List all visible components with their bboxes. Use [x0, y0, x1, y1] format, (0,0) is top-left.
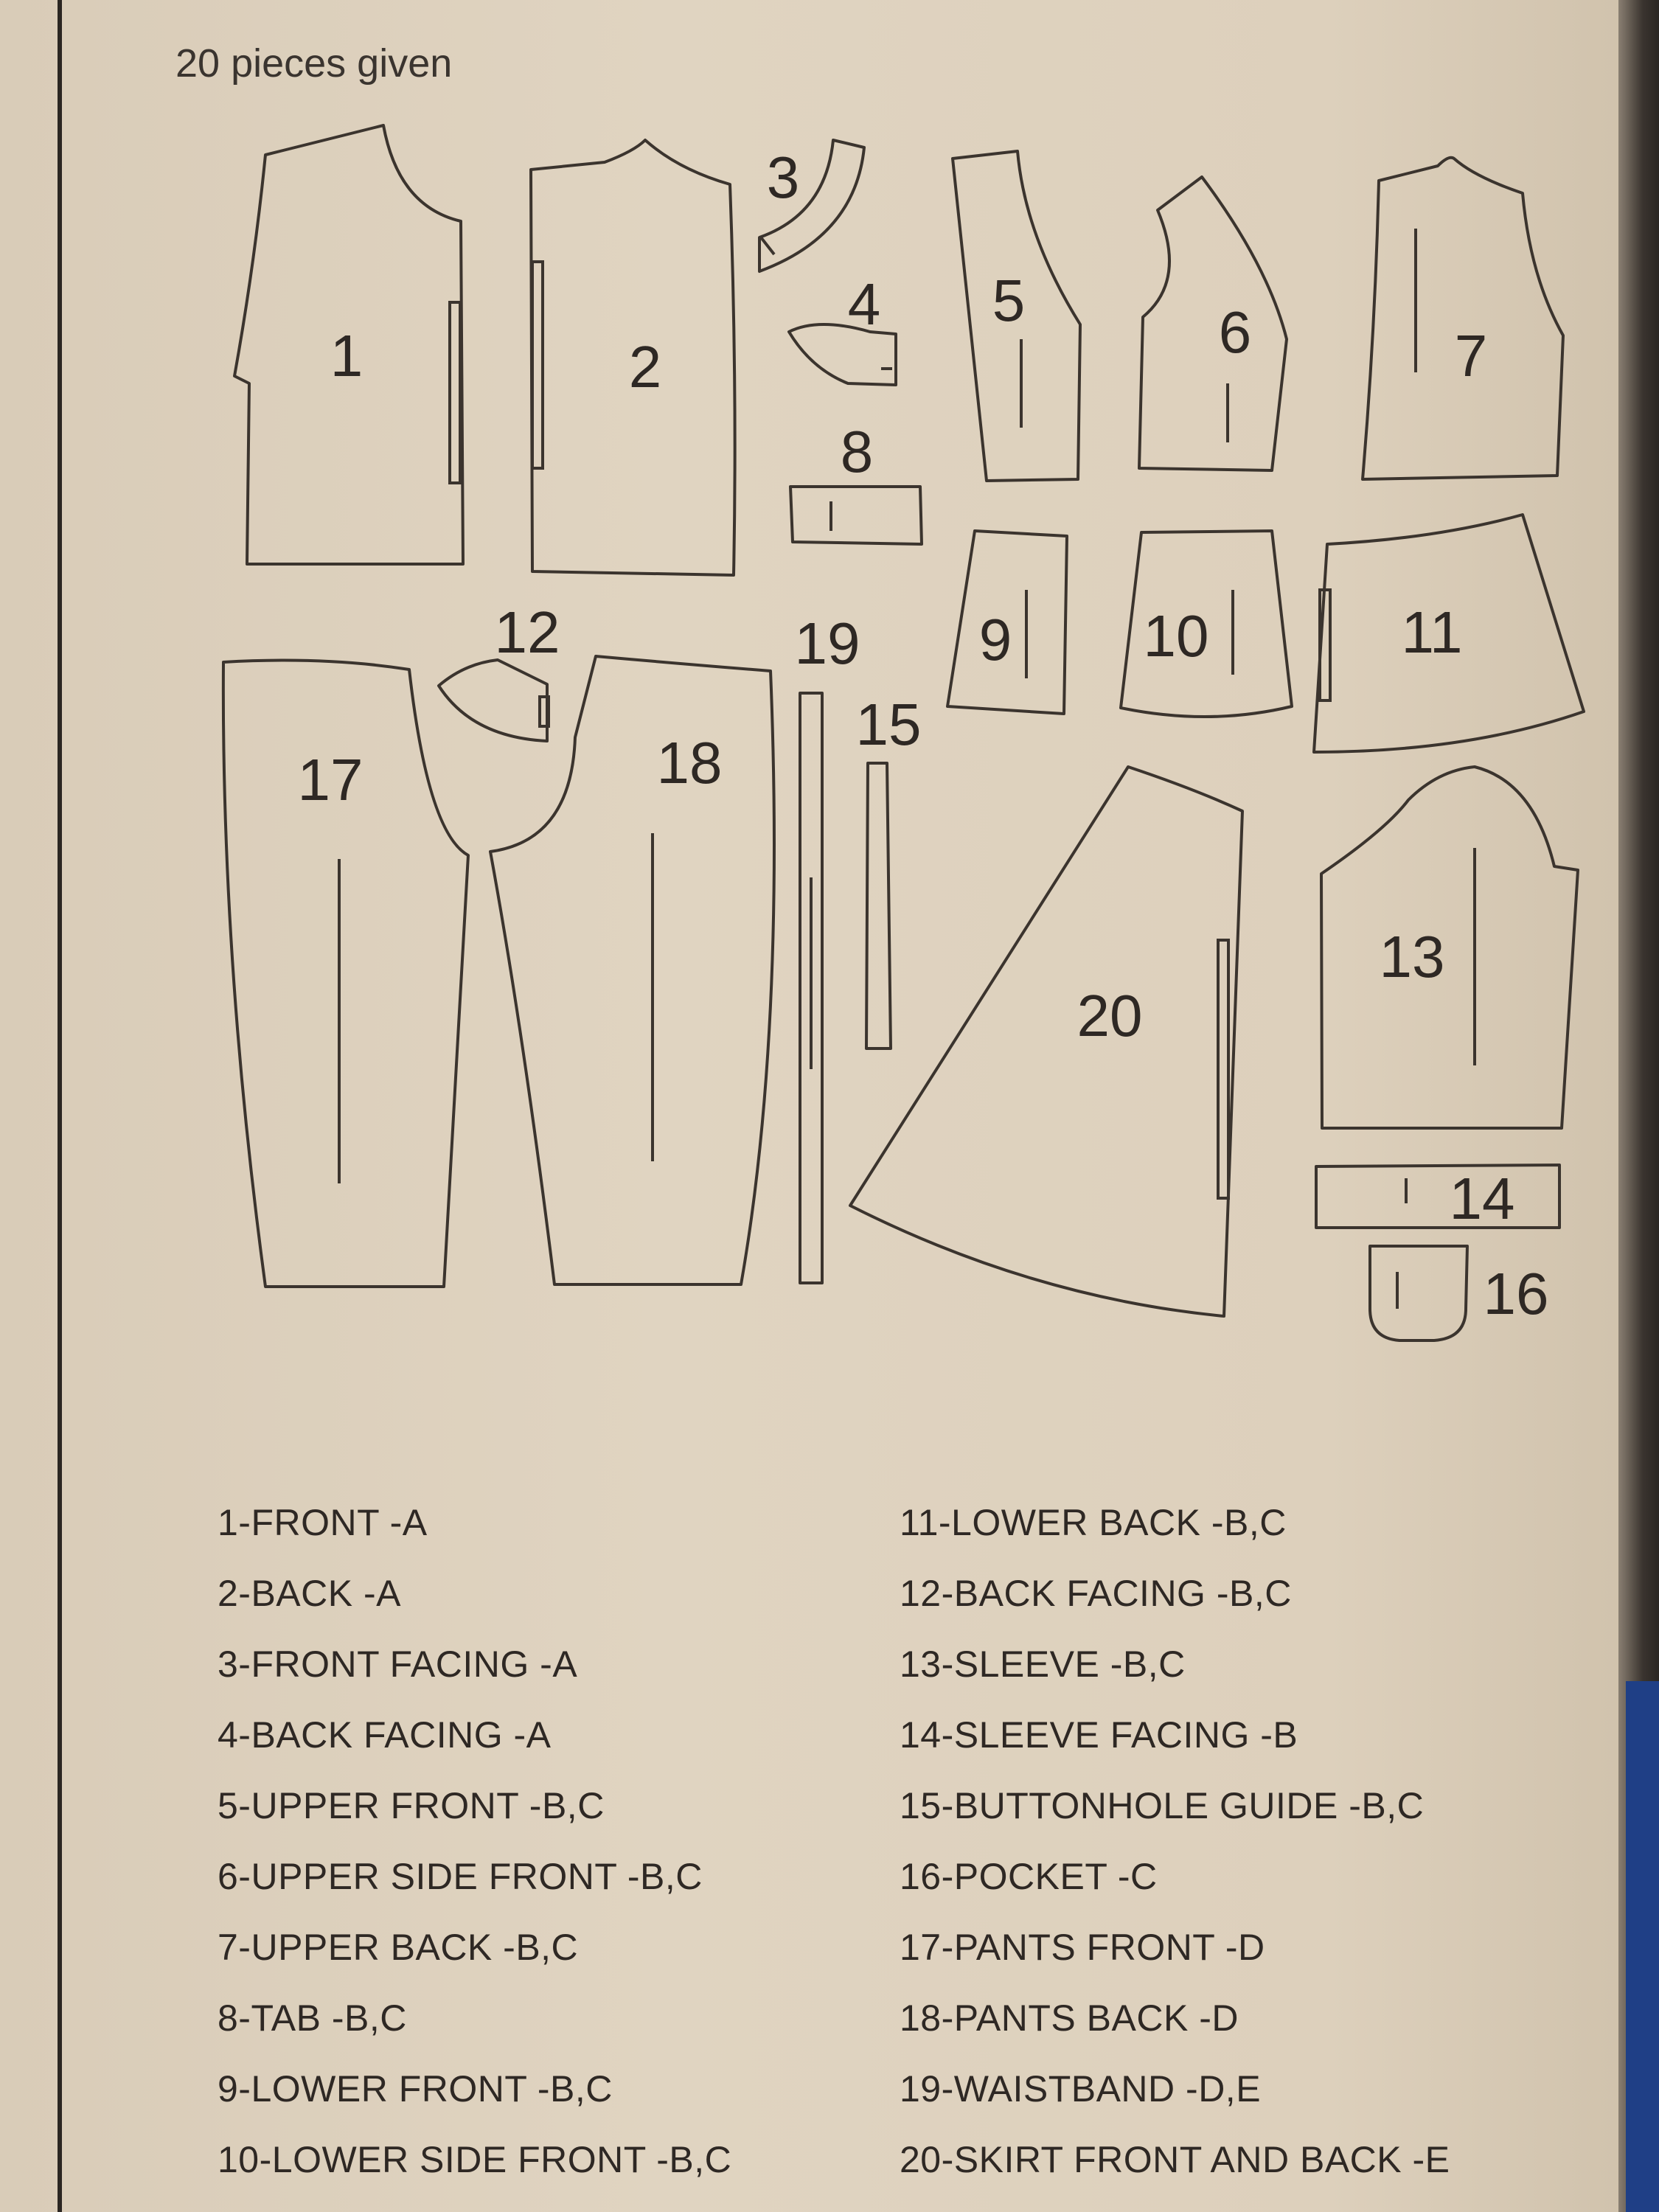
piece-10-lower-side-front	[1121, 531, 1292, 717]
piece-label-1: 1	[330, 323, 364, 389]
piece-7-upper-back	[1363, 158, 1563, 479]
piece-12-back-facing	[439, 599, 560, 741]
piece-8-tab	[790, 419, 922, 544]
piece-label-10: 10	[1143, 603, 1209, 669]
legend-item: 9-LOWER FRONT -B,C	[218, 2068, 613, 2110]
legend-left-column	[218, 1497, 731, 2205]
legend-item: 14-SLEEVE FACING -B	[900, 1714, 1298, 1756]
legend-item: 7-UPPER BACK -B,C	[218, 1927, 579, 1968]
legend-item: 4-BACK FACING -A	[218, 1714, 552, 1756]
legend-item: 10-LOWER SIDE FRONT -B,C	[218, 2139, 732, 2180]
piece-label-20: 20	[1077, 983, 1143, 1048]
legend-item: 8-TAB -B,C	[218, 1997, 407, 2039]
piece-17-pants-front	[223, 661, 468, 1287]
piece-label-8: 8	[840, 419, 874, 484]
piece-label-6: 6	[1218, 299, 1252, 365]
piece-label-15: 15	[855, 692, 922, 757]
legend-item: 3-FRONT FACING -A	[218, 1644, 578, 1685]
piece-label-19: 19	[794, 611, 860, 676]
piece-label-7: 7	[1454, 323, 1488, 389]
legend-item: 17-PANTS FRONT -D	[900, 1927, 1265, 1968]
piece-label-11: 11	[1401, 599, 1463, 665]
legend-right-column	[900, 1497, 1450, 2205]
piece-13-sleeve	[1321, 767, 1578, 1128]
legend-item: 18-PANTS BACK -D	[900, 1997, 1239, 2039]
piece-label-13: 13	[1379, 924, 1445, 990]
piece-2-back	[531, 140, 735, 575]
piece-20-skirt	[850, 767, 1242, 1316]
piece-label-3: 3	[766, 145, 800, 210]
piece-11-lower-back	[1314, 515, 1584, 752]
legend-item: 5-UPPER FRONT -B,C	[218, 1785, 605, 1826]
piece-4-back-facing	[789, 271, 896, 385]
legend-item: 6-UPPER SIDE FRONT -B,C	[218, 1856, 703, 1897]
piece-label-17: 17	[297, 747, 364, 813]
legend-item: 13-SLEEVE -B,C	[900, 1644, 1186, 1685]
legend-item: 12-BACK FACING -B,C	[900, 1573, 1292, 1614]
pieces-count-heading: 20 pieces given	[175, 41, 453, 86]
piece-3-front-facing	[759, 140, 864, 271]
legend-item: 1-FRONT -A	[218, 1502, 428, 1543]
piece-label-12: 12	[494, 599, 560, 665]
piece-15-buttonhole-guide	[856, 692, 922, 1048]
legend-item: 19-WAISTBAND -D,E	[900, 2068, 1262, 2110]
piece-5-upper-front	[953, 151, 1080, 481]
piece-9-lower-front	[947, 531, 1067, 714]
legend-item: 11-LOWER BACK -B,C	[900, 1502, 1287, 1543]
piece-label-5: 5	[992, 268, 1026, 333]
piece-16-pocket	[1370, 1246, 1548, 1340]
legend-item: 2-BACK -A	[218, 1573, 402, 1614]
piece-18-pants-back	[490, 656, 774, 1284]
piece-6-upper-side-front	[1139, 177, 1287, 470]
piece-label-14: 14	[1449, 1166, 1515, 1231]
piece-1-front	[234, 125, 463, 564]
legend-item: 15-BUTTONHOLE GUIDE -B,C	[900, 1785, 1425, 1826]
piece-label-18: 18	[656, 730, 723, 796]
piece-19-waistband	[795, 611, 860, 1283]
piece-label-4: 4	[847, 271, 881, 337]
legend-item: 16-POCKET -C	[900, 1856, 1158, 1897]
piece-label-16: 16	[1483, 1261, 1549, 1326]
piece-label-2: 2	[628, 334, 662, 400]
piece-14-sleeve-facing	[1316, 1165, 1559, 1231]
legend-item: 20-SKIRT FRONT AND BACK -E	[900, 2139, 1450, 2180]
piece-label-9: 9	[978, 607, 1012, 672]
